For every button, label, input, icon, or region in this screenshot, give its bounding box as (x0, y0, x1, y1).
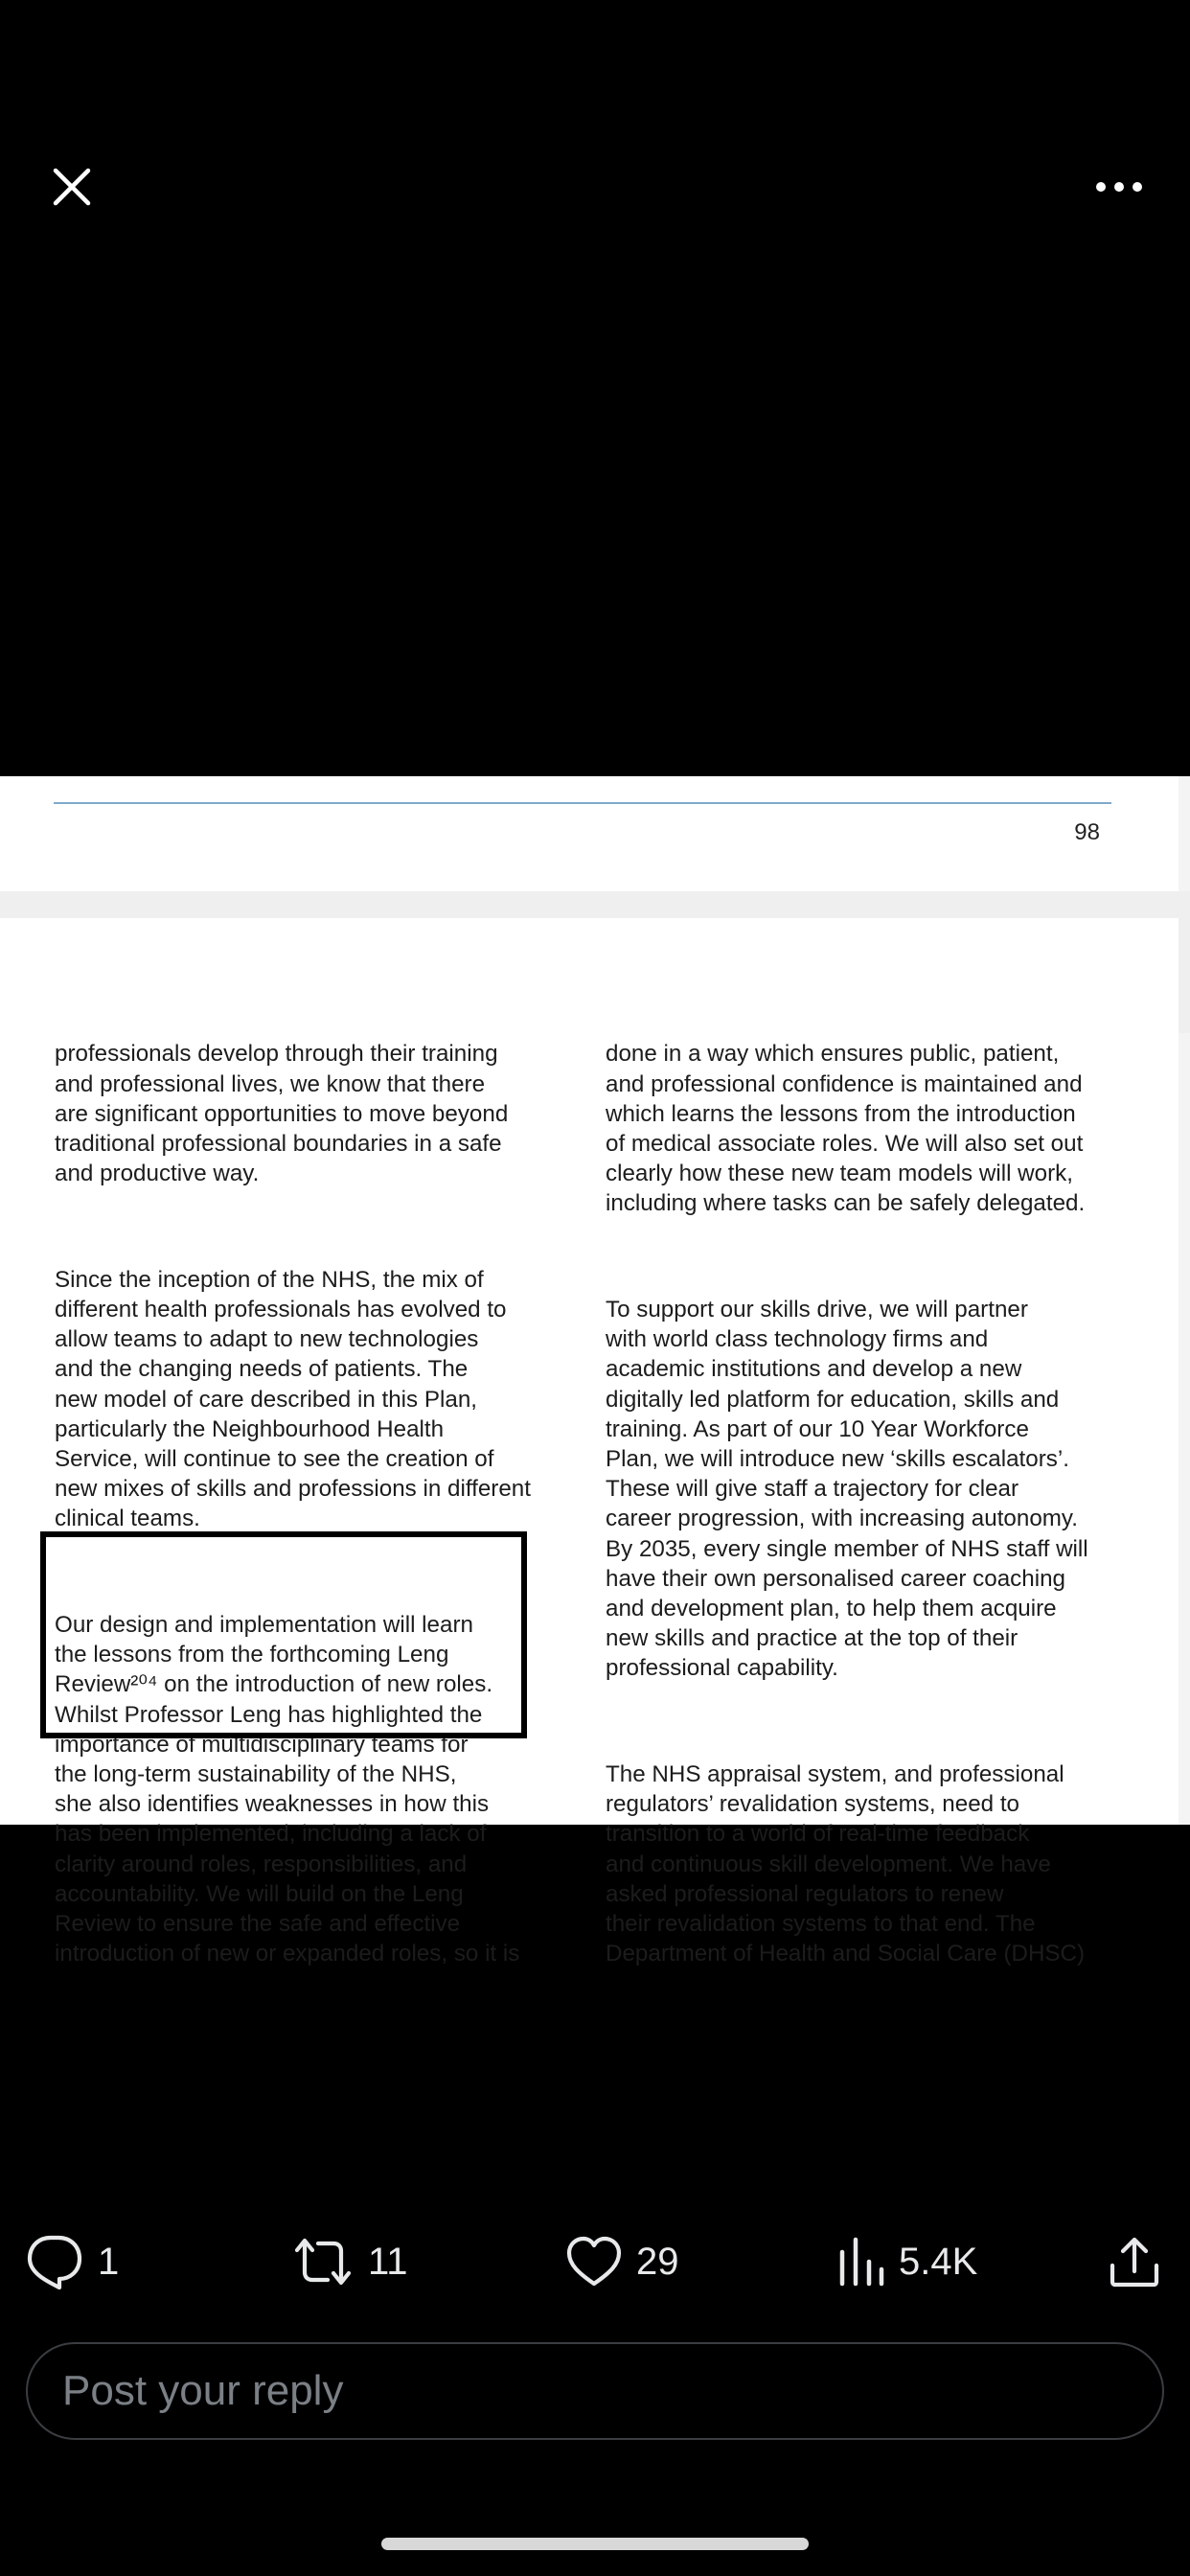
reply-count: 1 (98, 2240, 120, 2283)
like-count: 29 (636, 2240, 679, 2283)
repost-icon (291, 2234, 355, 2289)
document-page (0, 918, 1179, 1967)
paragraph: Since the inception of the NHS, the mix of different health professionals has evolved to allow teams to adapt to new technologies and the changing needs of patients. The new model of care described in this Plan, particularly the Neighbourhood Health Service, will continue to see the creation of new mixes of skills and professions in different clinical teams. (55, 1266, 531, 1532)
close-button[interactable] (38, 153, 105, 220)
home-indicator[interactable] (381, 2538, 809, 2550)
reply-input[interactable]: Post your reply (26, 2342, 1164, 2440)
document-photo[interactable] (0, 776, 1190, 1967)
reply-button[interactable] (25, 2223, 119, 2300)
more-horizontal-icon (1095, 181, 1143, 193)
document-header (0, 776, 1179, 891)
share-button[interactable] (1108, 2223, 1161, 2300)
post-action-bar (0, 2223, 1190, 2300)
paragraph: done in a way which ensures public, patient, and professional confidence is maintained and which learns the lessons from the introduction of medical associate roles. We will also set out clearly how these new team models will work, including where tasks can be safely delegated. (606, 1041, 1086, 1217)
header-rule (54, 802, 1111, 804)
more-options-button[interactable] (1081, 163, 1157, 211)
repost-button[interactable] (291, 2223, 408, 2300)
views-count: 5.4K (899, 2240, 978, 2283)
right-column (606, 979, 1088, 2045)
paragraph: To support our skills drive, we will partner with world class technology firms and academic institutions and develop a new digitally led platform for education, skills and training. As part of our 10 Year Workforce Plan, we will introduce new ‘skills escalators’. These will give staff a trajectory for clear career progression, with increasing autonomy. By 2035, every single member of NHS staff will have their own personalised career coaching and development plan, to help them acquire new skills and practice at the top of their professional capability. (606, 1297, 1088, 1682)
views-chart-icon (837, 2237, 885, 2287)
heart-icon (565, 2235, 623, 2288)
views-button[interactable] (837, 2223, 977, 2300)
paragraph: The NHS appraisal system, and professional regulators’ revalidation systems, need to transition to a world of real-time feedback and continuous skill development. We have asked professional regulators to renew their revalidation systems to that end. The Department of Health and Social Care (DHSC) (606, 1761, 1086, 1967)
share-icon (1108, 2235, 1161, 2288)
like-button[interactable] (565, 2223, 679, 2300)
repost-count: 11 (368, 2240, 408, 2283)
page-number: 98 (1074, 819, 1100, 845)
paragraph: professionals develop through their training and professional lives, we know that there are significant opportunities to move beyond traditional professional boundaries in a safe and productive way. (55, 1041, 509, 1187)
close-icon (51, 166, 93, 208)
left-column (55, 979, 531, 2045)
paragraph: Our design and implementation will learn the lessons from the forthcoming Leng Review²⁰⁴ on the introduction of new roles. Whilst Professor Leng has highlighted the importance of multidisciplinary teams for the long-term sustainability of the NHS, she also identifies weaknesses in how this has been implemented, including a lack of clarity around roles, responsibilities, and accountability. We will build on the Leng Review to ensure the safe and effective introduction of new or expanded roles, so it is (55, 1612, 520, 1967)
highlight-box (40, 1531, 527, 1738)
reply-bubble-icon (25, 2232, 84, 2291)
